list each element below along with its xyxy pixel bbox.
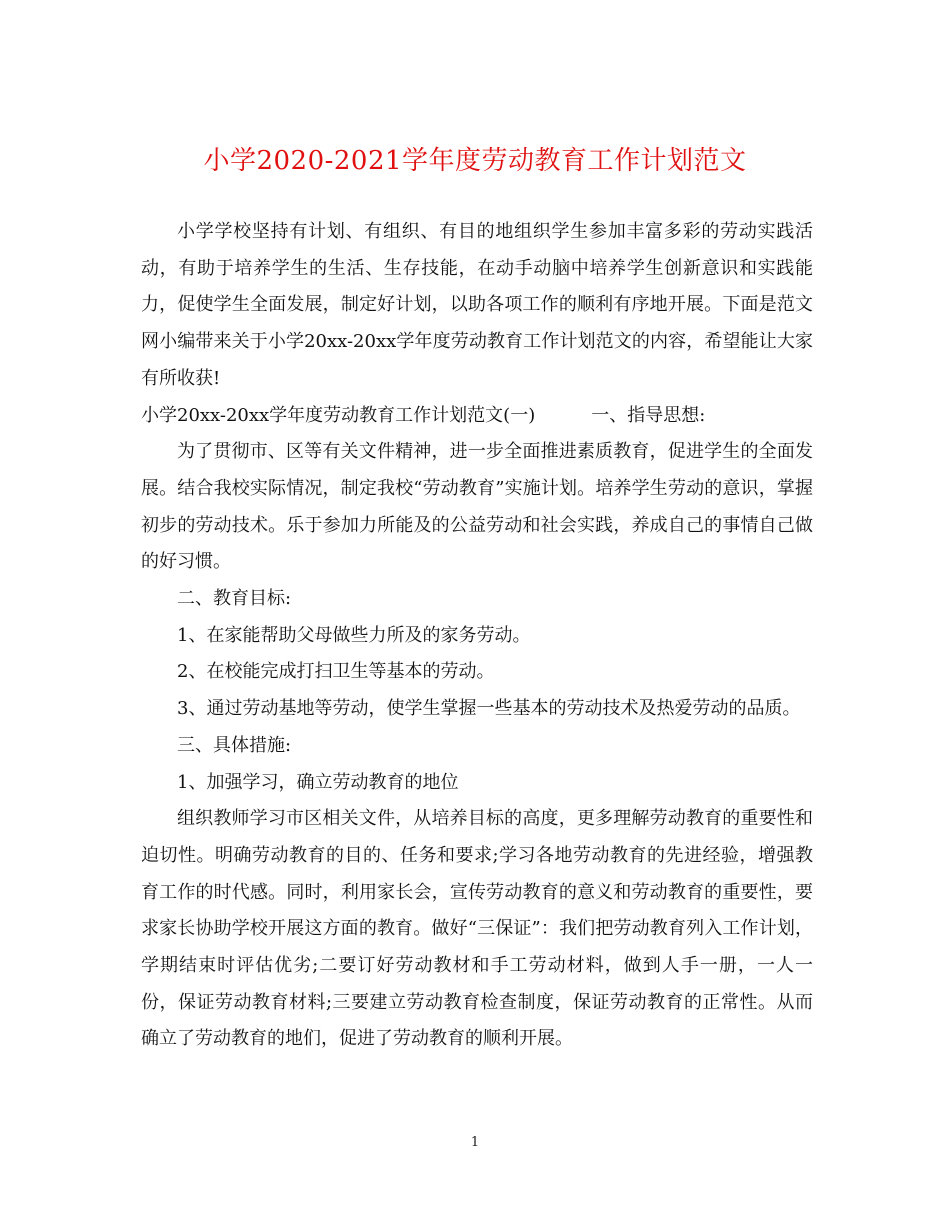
- intro-paragraph: 小学学校坚持有计划、有组织、有目的地组织学生参加丰富多彩的劳动实践活动，有助于培养学生的生活、生存技能，在动手动脑中培养学生创新意识和实践能力，促使学生全面发展，制定好计划，以助各项工作的顺利有序地开展。下面是范文网小编带来关于小学20xx-20xx学年度劳动教育工作计划范文的内容，希望能让大家有所收获!: [141, 221, 813, 389]
- goal-item-1: 1、在家能帮助父母做些力所及的家务劳动。: [177, 624, 531, 646]
- page-number: 1: [470, 1135, 480, 1150]
- measure-heading-1: 1、加强学习，确立劳动教育的地位: [177, 771, 459, 793]
- subtitle-text: 小学20xx-20xx学年度劳动教育工作计划范文(一): [141, 404, 536, 426]
- page-title: 小学2020-2021学年度劳动教育工作计划范文: [203, 146, 747, 176]
- document-body: [141, 214, 813, 1058]
- goal-item-2: 2、在校能完成打扫卫生等基本的劳动。: [177, 661, 495, 683]
- section-heading-measures: 三、具体措施:: [177, 734, 292, 756]
- measure-paragraph-1: 组织教师学习市区相关文件，从培养目标的高度，更多理解劳动教育的重要性和迫切性。明确劳动教育的目的、任务和要求;学习各地劳动教育的先进经验，增强教育工作的时代感。同时，利用家长会，宣传劳动教育的意义和劳动教育的重要性，要求家长协助学校开展这方面的教育。做好“三保证”：我们把劳动教育列入工作计划，学期结束时评估优劣;二要订好劳动教材和手工劳动材料，做到人手一册，一人一份，保证劳动教育材料;三要建立劳动教育检查制度，保证劳动教育的正常性。从而确立了劳动教育的地们，促进了劳动教育的顺利开展。: [141, 808, 813, 1050]
- section-heading-goals: 二、教育目标:: [177, 588, 292, 610]
- subtitle-line: [141, 398, 813, 435]
- section-heading-guiding-thought: 一、指导思想:: [591, 404, 706, 426]
- goal-item-3: 3、通过劳动基地等劳动，使学生掌握一些基本的劳动技术及热爱劳动的品质。: [177, 698, 801, 720]
- guiding-thought-paragraph: 为了贯彻市、区等有关文件精神，进一步全面推进素质教育，促进学生的全面发展。结合我校实际情况，制定我校“劳动教育”实施计划。培养学生劳动的意识，掌握初步的劳动技术。乐于参加力所能及的公益劳动和社会实践，养成自己的事情自己做的好习惯。: [141, 441, 813, 573]
